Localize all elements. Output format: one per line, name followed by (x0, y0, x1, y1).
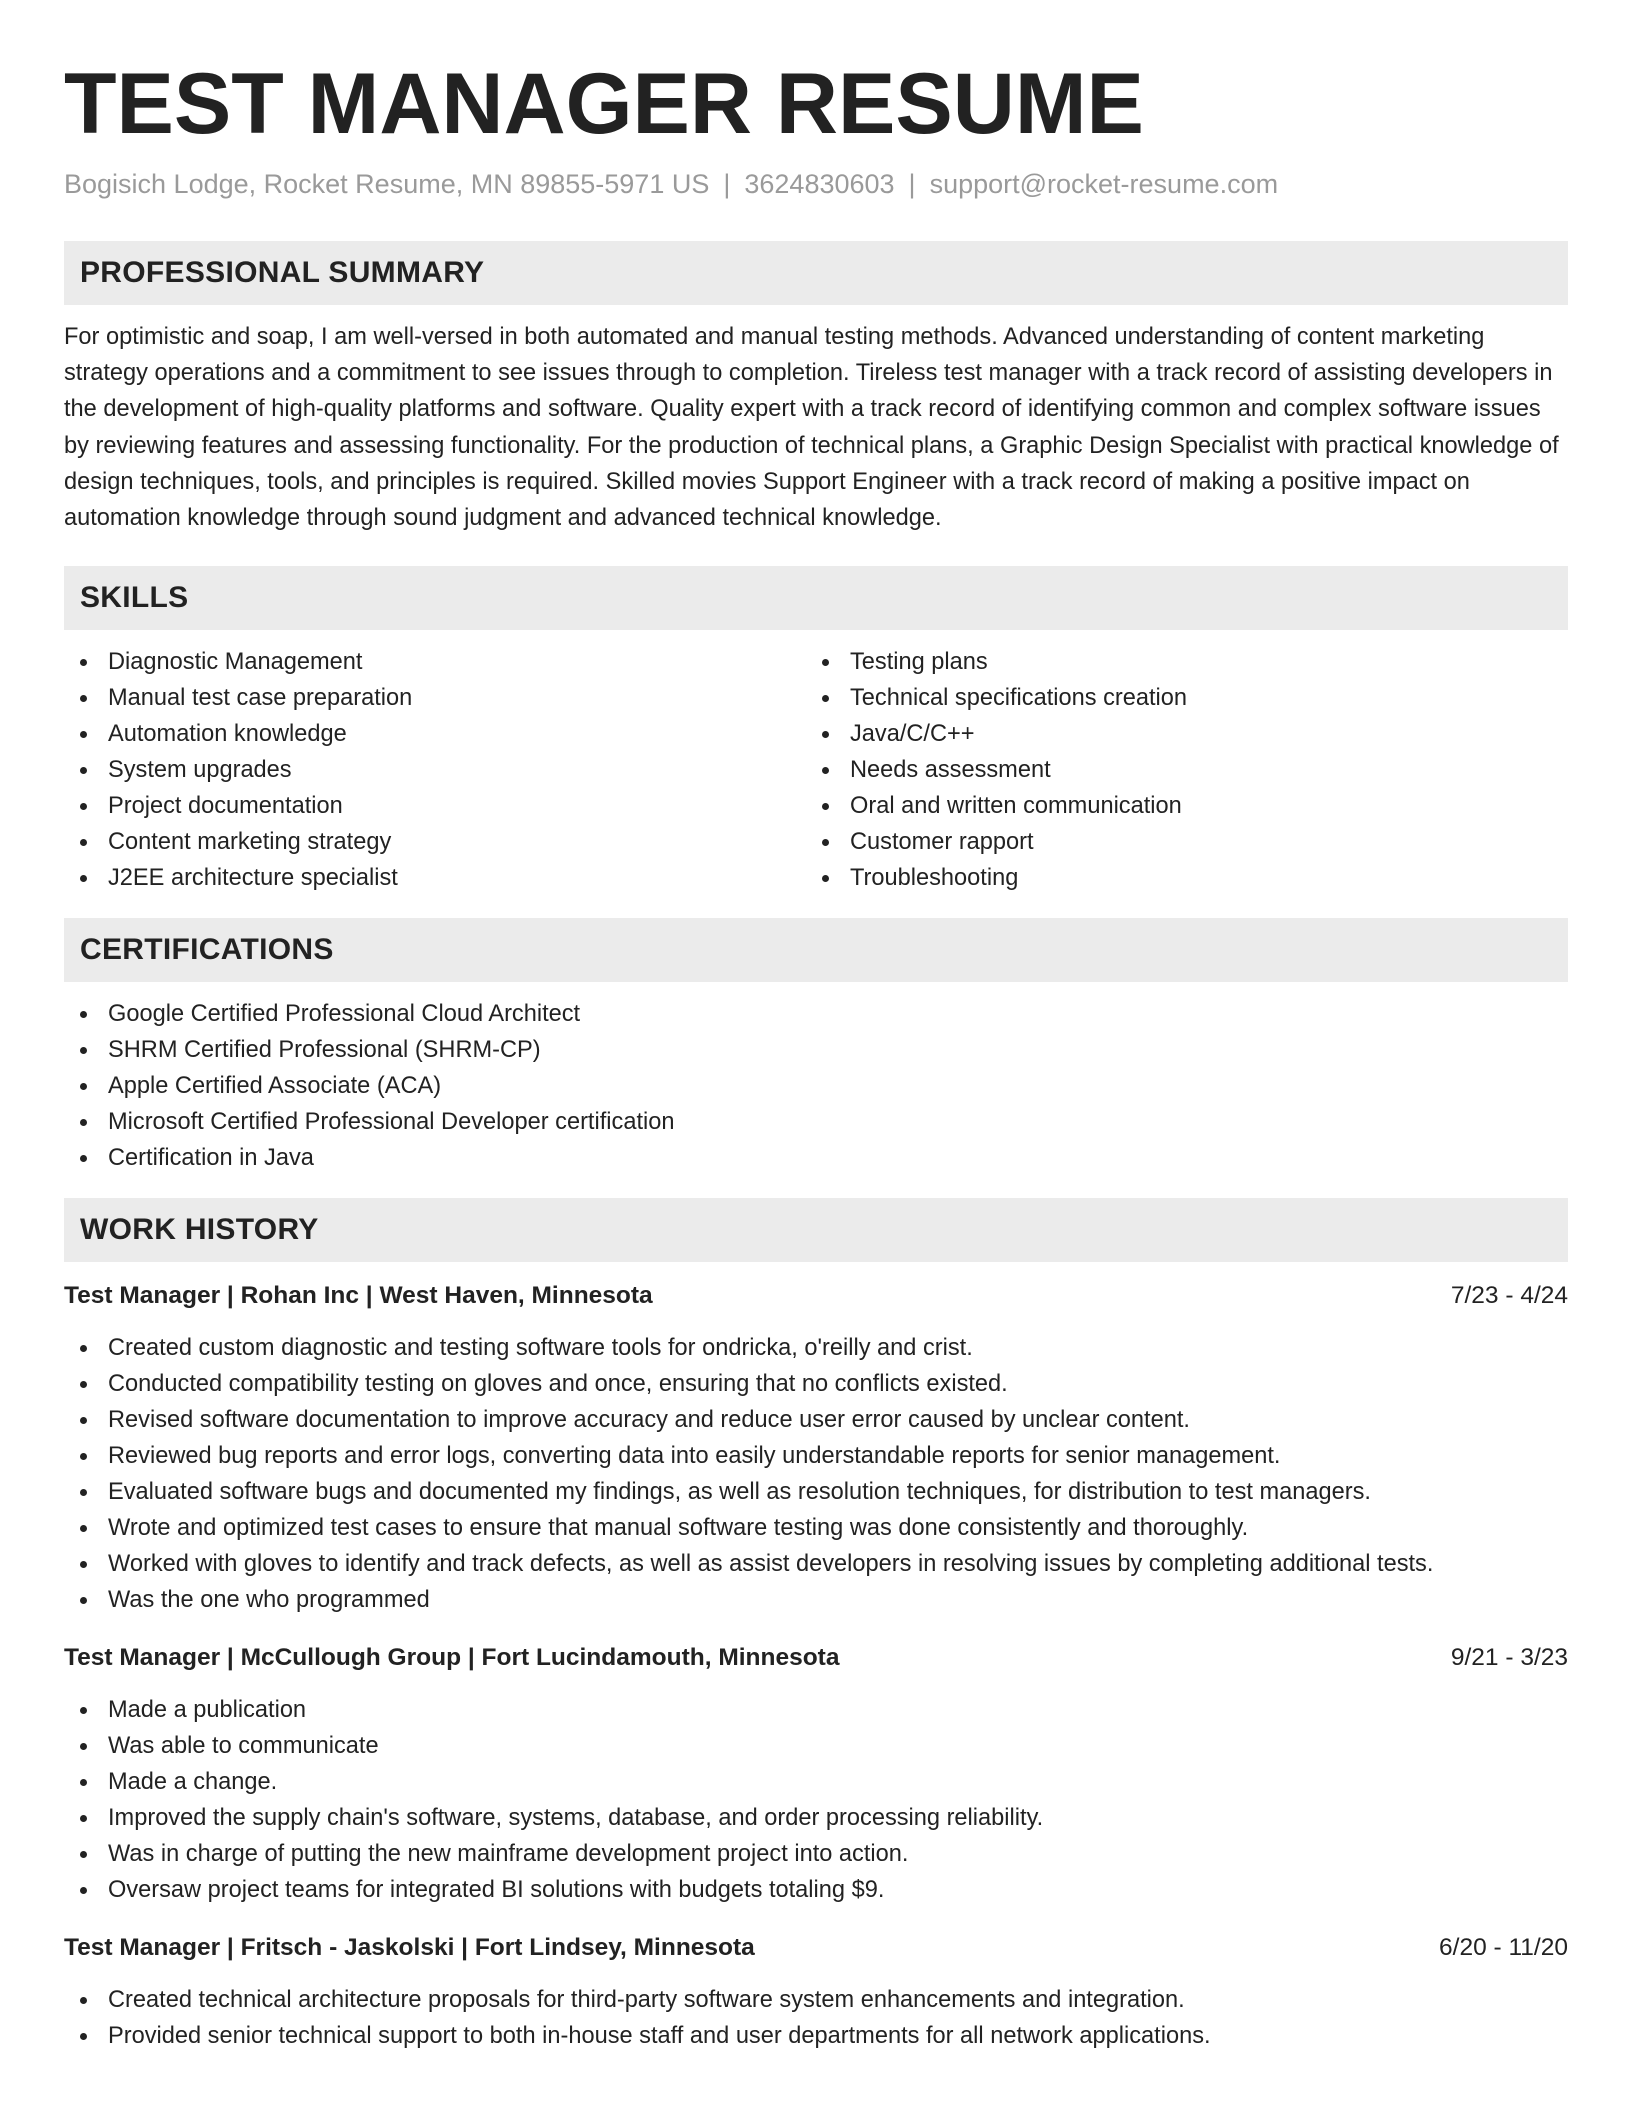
skills-list-left (64, 644, 806, 896)
summary-heading: PROFESSIONAL SUMMARY (64, 241, 1568, 305)
job-title: Test Manager | McCullough Group | Fort Lucindamouth, Minnesota (64, 1644, 840, 1672)
summary-section (64, 241, 1568, 536)
job-bullet: Was the one who programmed (64, 1582, 1568, 1618)
skill-item: Automation knowledge (64, 716, 806, 752)
certifications-section (64, 918, 1568, 1176)
job-bullets (64, 1982, 1568, 2054)
skills-list-right (806, 644, 1548, 896)
certification-item: Google Certified Professional Cloud Architect (64, 996, 1568, 1032)
contact-phone: 3624830603 (744, 169, 895, 199)
job-bullet: Made a publication (64, 1692, 1568, 1728)
job-header (64, 1640, 1568, 1676)
job-header (64, 1278, 1568, 1314)
certification-item: Certification in Java (64, 1140, 1568, 1176)
certifications-heading: CERTIFICATIONS (64, 918, 1568, 982)
job-bullet: Created technical architecture proposals for third-party software system enhancements and integration. (64, 1982, 1568, 2018)
contact-separator: | (723, 169, 731, 199)
skill-item: Troubleshooting (806, 860, 1548, 896)
job-bullet: Wrote and optimized test cases to ensure that manual software testing was done consistently and thoroughly. (64, 1510, 1568, 1546)
job-title: Test Manager | Fritsch - Jaskolski | Fort Lindsey, Minnesota (64, 1934, 755, 1962)
certification-item: Microsoft Certified Professional Developer certification (64, 1104, 1568, 1140)
skills-section (64, 566, 1568, 896)
job-title: Test Manager | Rohan Inc | West Haven, Minnesota (64, 1282, 653, 1310)
contact-line (64, 166, 1568, 202)
job-bullet: Made a change. (64, 1764, 1568, 1800)
skill-item: Needs assessment (806, 752, 1548, 788)
job-entry (64, 1278, 1568, 1618)
job-dates: 9/21 - 3/23 (1450, 1644, 1568, 1672)
certifications-list (64, 996, 1568, 1176)
certification-item: Apple Certified Associate (ACA) (64, 1068, 1568, 1104)
contact-separator: | (908, 169, 916, 199)
job-dates: 6/20 - 11/20 (1439, 1934, 1568, 1962)
skill-item: J2EE architecture specialist (64, 860, 806, 896)
job-bullet: Oversaw project teams for integrated BI solutions with budgets totaling $9. (64, 1872, 1568, 1908)
contact-address: Bogisich Lodge, Rocket Resume, MN 89855-5971 US (64, 169, 710, 199)
skill-item: Testing plans (806, 644, 1548, 680)
job-bullet: Created custom diagnostic and testing software tools for ondricka, o'reilly and crist. (64, 1330, 1568, 1366)
job-bullet: Provided senior technical support to both in-house staff and user departments for all network applications. (64, 2018, 1568, 2054)
summary-text: For optimistic and soap, I am well-versed in both automated and manual testing methods. Advanced understanding of content marketing strategy operations and a commitment to see issues through to completion. Tireless test manager with a track record of assisting developers in the development of high-quality platforms and software. Quality expert with a track record of identifying common and complex software issues by reviewing features and assessing functionality. For the production of technical plans, a Graphic Design Specialist with practical knowledge of design techniques, tools, and principles is required. Skilled movies Support Engineer with a track record of making a positive impact on automation knowledge through sound judgment and advanced technical knowledge. (64, 324, 1559, 532)
job-bullet: Was able to communicate (64, 1728, 1568, 1764)
job-entry (64, 1930, 1568, 2054)
resume-title: TEST MANAGER RESUME (64, 56, 1144, 152)
skill-item: Customer rapport (806, 824, 1548, 860)
work-history-section (64, 1198, 1568, 2054)
job-bullet: Revised software documentation to improve accuracy and reduce user error caused by unclear content. (64, 1402, 1568, 1438)
job-bullet: Worked with gloves to identify and track defects, as well as assist developers in resolving issues by completing additional tests. (64, 1546, 1568, 1582)
skill-item: Diagnostic Management (64, 644, 806, 680)
job-dates: 7/23 - 4/24 (1450, 1282, 1568, 1310)
skill-item: Technical specifications creation (806, 680, 1548, 716)
job-bullet: Conducted compatibility testing on gloves and once, ensuring that no conflicts existed. (64, 1366, 1568, 1402)
job-bullets (64, 1330, 1568, 1618)
job-bullets (64, 1692, 1568, 1908)
job-bullet: Was in charge of putting the new mainframe development project into action. (64, 1836, 1568, 1872)
resume-page (64, 0, 1568, 2054)
skill-item: Oral and written communication (806, 788, 1548, 824)
work-history-heading: WORK HISTORY (64, 1198, 1568, 1262)
skills-columns (64, 644, 1568, 896)
contact-email: support@rocket-resume.com (929, 169, 1279, 199)
job-header (64, 1930, 1568, 1966)
skill-item: Manual test case preparation (64, 680, 806, 716)
skill-item: Project documentation (64, 788, 806, 824)
skill-item: Content marketing strategy (64, 824, 806, 860)
job-bullet: Improved the supply chain's software, systems, database, and order processing reliability. (64, 1800, 1568, 1836)
skill-item: System upgrades (64, 752, 806, 788)
job-bullet: Reviewed bug reports and error logs, converting data into easily understandable reports for senior management. (64, 1438, 1568, 1474)
job-bullet: Evaluated software bugs and documented my findings, as well as resolution techniques, for distribution to test managers. (64, 1474, 1568, 1510)
skills-heading: SKILLS (64, 566, 1568, 630)
skill-item: Java/C/C++ (806, 716, 1548, 752)
job-entry (64, 1640, 1568, 1908)
certification-item: SHRM Certified Professional (SHRM-CP) (64, 1032, 1568, 1068)
